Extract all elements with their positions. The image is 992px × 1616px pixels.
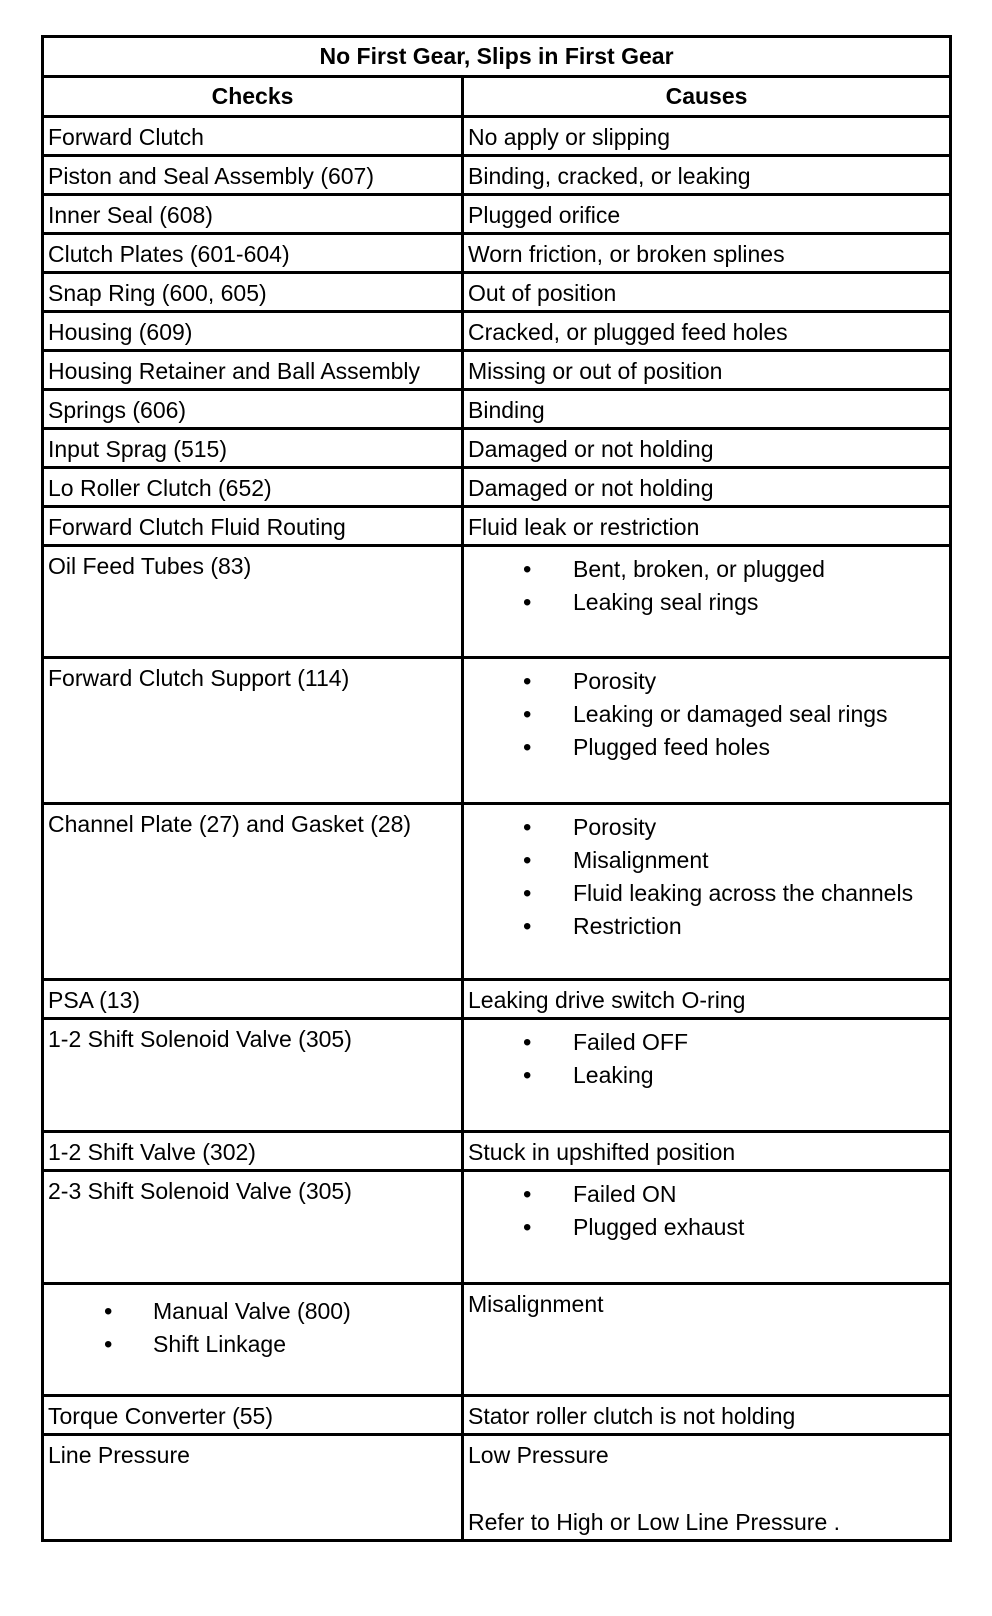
table-row [43,1171,951,1284]
check-cell: 1-2 Shift Solenoid Valve (305) [43,1019,463,1132]
cause-list-item: • Failed ON [468,1178,945,1211]
cause-list [468,811,945,943]
cause-cell: Out of position [463,273,951,312]
table-row [43,195,951,234]
cause-cell: Damaged or not holding [463,429,951,468]
cause-list-item: • Porosity [468,811,945,844]
table-row [43,312,951,351]
cause-cell [463,546,951,658]
check-cell: Housing Retainer and Ball Assembly [43,351,463,390]
check-cell: Inner Seal (608) [43,195,463,234]
table-row [43,1435,951,1541]
check-cell: Forward Clutch [43,117,463,156]
table-row [43,156,951,195]
cause-list-item: • Leaking or damaged seal rings [468,698,945,731]
cause-list-item: • Porosity [468,665,945,698]
cause-text: Low Pressure [468,1442,609,1468]
table-row [43,546,951,658]
cause-list [468,1026,945,1092]
cause-cell: Stuck in upshifted position [463,1132,951,1171]
table-row [43,1019,951,1132]
cause-cell [463,658,951,804]
cause-cell: Damaged or not holding [463,468,951,507]
table-row [43,658,951,804]
check-cell: Snap Ring (600, 605) [43,273,463,312]
cause-cell: No apply or slipping [463,117,951,156]
check-cell: 1-2 Shift Valve (302) [43,1132,463,1171]
cause-cell [463,804,951,980]
table-header-row [43,77,951,117]
cause-cell: Plugged orifice [463,195,951,234]
check-list-item: • Shift Linkage [48,1328,457,1361]
check-list [48,1295,457,1361]
cause-cell: Stator roller clutch is not holding [463,1396,951,1435]
table-row [43,234,951,273]
check-cell: Input Sprag (515) [43,429,463,468]
table-row [43,468,951,507]
cause-list-item: • Plugged feed holes [468,731,945,764]
check-cell: PSA (13) [43,980,463,1019]
cause-list-item: • Misalignment [468,844,945,877]
cause-cell [463,1019,951,1132]
cause-list-item: • Leaking [468,1059,945,1092]
check-cell: Lo Roller Clutch (652) [43,468,463,507]
cause-cell [463,1435,951,1541]
table-title: No First Gear, Slips in First Gear [43,37,951,77]
cause-list [468,553,945,619]
cause-cell: Worn friction, or broken splines [463,234,951,273]
cause-cell: Misalignment [463,1284,951,1396]
check-cell: Oil Feed Tubes (83) [43,546,463,658]
check-cell: Line Pressure [43,1435,463,1541]
check-cell: Forward Clutch Support (114) [43,658,463,804]
cause-list-item: • Leaking seal rings [468,586,945,619]
check-list-item: • Manual Valve (800) [48,1295,457,1328]
table-row [43,1396,951,1435]
table-title-row [43,37,951,77]
check-cell: Clutch Plates (601-604) [43,234,463,273]
table-row [43,390,951,429]
cause-list [468,665,945,764]
cause-list-item: • Fluid leaking across the channels [468,877,945,910]
causes-header: Causes [463,77,951,117]
cause-cell: Binding [463,390,951,429]
cause-cell: Binding, cracked, or leaking [463,156,951,195]
checks-header: Checks [43,77,463,117]
check-cell: Forward Clutch Fluid Routing [43,507,463,546]
cause-cell [463,1171,951,1284]
check-cell: Channel Plate (27) and Gasket (28) [43,804,463,980]
diagnosis-table [41,35,952,1542]
cause-list-item: • Restriction [468,910,945,943]
check-cell: Piston and Seal Assembly (607) [43,156,463,195]
table-row [43,1132,951,1171]
table-row [43,273,951,312]
table-row [43,351,951,390]
cause-cell: Fluid leak or restriction [463,507,951,546]
cause-list-item: • Bent, broken, or plugged [468,553,945,586]
cause-cell: Cracked, or plugged feed holes [463,312,951,351]
check-cell: Springs (606) [43,390,463,429]
table-row [43,980,951,1019]
cause-list [468,1178,945,1244]
table-row [43,804,951,980]
table-row [43,429,951,468]
table-row [43,1284,951,1396]
spacer [468,1469,945,1509]
cause-reference-note: Refer to High or Low Line Pressure . [468,1509,841,1535]
cause-cell: Missing or out of position [463,351,951,390]
cause-list-item: • Plugged exhaust [468,1211,945,1244]
cause-cell: Leaking drive switch O-ring [463,980,951,1019]
table-row [43,507,951,546]
cause-list-item: • Failed OFF [468,1026,945,1059]
check-cell: Housing (609) [43,312,463,351]
check-cell: Torque Converter (55) [43,1396,463,1435]
check-cell [43,1284,463,1396]
table-row [43,117,951,156]
check-cell: 2-3 Shift Solenoid Valve (305) [43,1171,463,1284]
